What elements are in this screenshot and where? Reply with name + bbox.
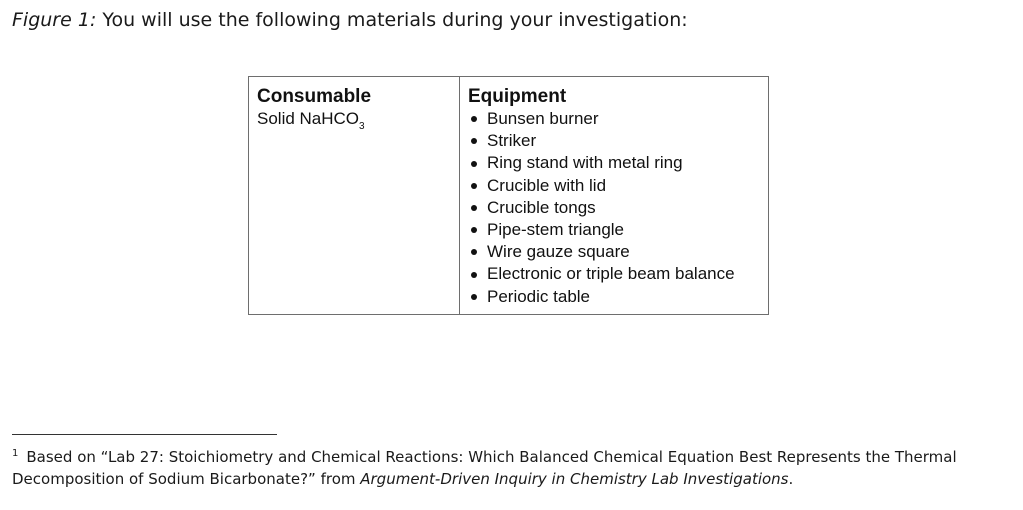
equipment-item	[468, 197, 768, 219]
footnote-text: Based on “Lab 27: Stoichiometry and Chemical Reactions: Which Balanced Chemical Equation Best Represents the Thermal Decomposition of Sodium Bicarbonate?” from	[12, 448, 957, 488]
equipment-item	[468, 152, 768, 174]
equipment-item	[468, 219, 768, 241]
consumable-item	[257, 108, 459, 130]
bullet-icon	[471, 249, 477, 255]
bullet-icon	[471, 183, 477, 189]
consumable-heading: Consumable	[257, 86, 372, 107]
equipment-item-label: Electronic or triple beam balance	[487, 264, 735, 284]
figure-label: Figure 1:	[12, 9, 97, 31]
footnote	[12, 446, 1012, 490]
footnote-marker: 1	[12, 448, 19, 459]
equipment-item-label: Periodic table	[487, 286, 591, 306]
materials-table	[248, 76, 769, 315]
bullet-icon	[471, 272, 477, 278]
consumable-column	[249, 77, 460, 314]
footnote-book-title: Argument-Driven Inquiry in Chemistry Lab Investigations	[360, 470, 789, 488]
bullet-icon	[471, 294, 477, 300]
footnote-divider	[12, 434, 277, 435]
equipment-item	[468, 108, 768, 130]
equipment-item-label: Pipe-stem triangle	[487, 220, 625, 240]
equipment-item-label: Crucible tongs	[487, 197, 596, 217]
equipment-item-label: Striker	[487, 131, 537, 151]
consumable-item-subscript: 3	[359, 121, 365, 132]
bullet-icon	[471, 227, 477, 233]
footnote-end: .	[788, 470, 794, 488]
equipment-item	[468, 175, 768, 197]
equipment-item-label: Ring stand with metal ring	[487, 153, 683, 173]
equipment-item	[468, 263, 768, 285]
equipment-item-label: Crucible with lid	[487, 175, 607, 195]
consumable-item-name: Solid NaHCO	[257, 109, 360, 128]
equipment-item-label: Wire gauze square	[487, 242, 630, 262]
figure-caption-text: You will use the following materials during your investigation:	[96, 9, 688, 31]
bullet-icon	[471, 116, 477, 122]
bullet-icon	[471, 138, 477, 144]
bullet-icon	[471, 205, 477, 211]
equipment-item-label: Bunsen burner	[487, 109, 599, 128]
equipment-item	[468, 130, 768, 152]
equipment-item	[468, 241, 768, 263]
equipment-column	[460, 77, 768, 314]
equipment-list	[468, 108, 768, 308]
equipment-heading: Equipment	[468, 86, 567, 107]
equipment-item	[468, 286, 768, 308]
figure-caption	[12, 9, 688, 31]
bullet-icon	[471, 161, 477, 167]
